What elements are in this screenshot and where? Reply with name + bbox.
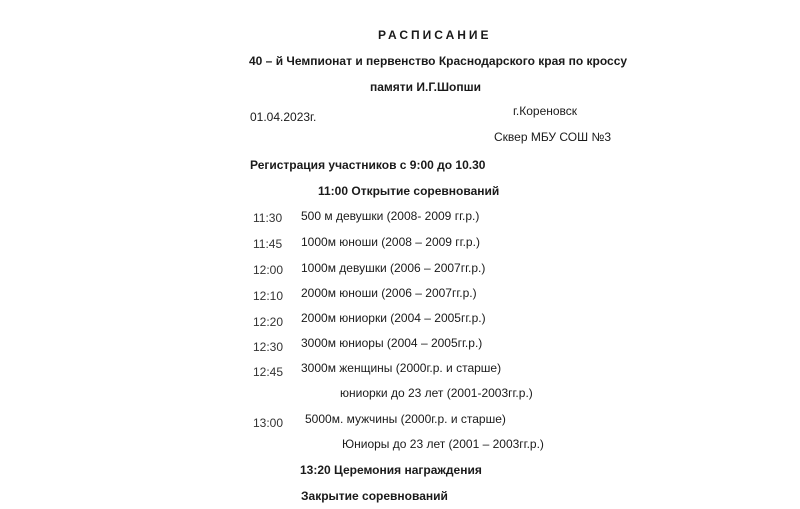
registration-line: Регистрация участников с 9:00 до 10.30 bbox=[250, 158, 486, 172]
event-city: г.Кореновск bbox=[513, 104, 578, 118]
schedule-sub-event: Юниоры до 23 лет (2001 – 2003гг.р.) bbox=[342, 437, 544, 451]
schedule-event: 3000м женщины (2000г.р. и старше) bbox=[301, 361, 502, 375]
opening-line: 11:00 Открытие соревнований bbox=[318, 184, 500, 198]
schedule-time: 12:30 bbox=[253, 340, 284, 354]
ceremony-line: 13:20 Церемония награждения bbox=[300, 463, 482, 477]
schedule-time: 12:45 bbox=[253, 365, 284, 379]
memorial-line: памяти И.Г.Шопши bbox=[370, 80, 481, 94]
document-title: РАСПИСАНИЕ bbox=[378, 28, 492, 42]
schedule-time: 12:00 bbox=[253, 263, 284, 277]
schedule-event: 1000м юноши (2008 – 2009 гг.р.) bbox=[301, 235, 480, 249]
closing-line: Закрытие соревнований bbox=[301, 489, 448, 503]
event-venue: Сквер МБУ СОШ №3 bbox=[494, 130, 612, 144]
schedule-sub-event: юниорки до 23 лет (2001-2003гг.р.) bbox=[340, 386, 533, 400]
championship-subtitle: 40 – й Чемпионат и первенство Краснодарского края по кроссу bbox=[249, 54, 628, 68]
schedule-event: 500 м девушки (2008- 2009 гг.р.) bbox=[301, 209, 480, 223]
schedule-event: 2000м юниорки (2004 – 2005гг.р.) bbox=[301, 311, 486, 325]
schedule-time: 12:20 bbox=[253, 315, 284, 329]
schedule-event: 2000м юноши (2006 – 2007гг.р.) bbox=[301, 286, 477, 300]
schedule-time: 11:45 bbox=[253, 237, 283, 251]
schedule-event: 5000м. мужчины (2000г.р. и старше) bbox=[305, 412, 506, 426]
schedule-event: 1000м девушки (2006 – 2007гг.р.) bbox=[301, 261, 486, 275]
schedule-time: 11:30 bbox=[253, 211, 283, 225]
schedule-event: 3000м юниоры (2004 – 2005гг.р.) bbox=[301, 336, 483, 350]
schedule-time: 13:00 bbox=[253, 416, 284, 430]
schedule-time: 12:10 bbox=[253, 289, 284, 303]
event-date: 01.04.2023г. bbox=[250, 110, 317, 124]
